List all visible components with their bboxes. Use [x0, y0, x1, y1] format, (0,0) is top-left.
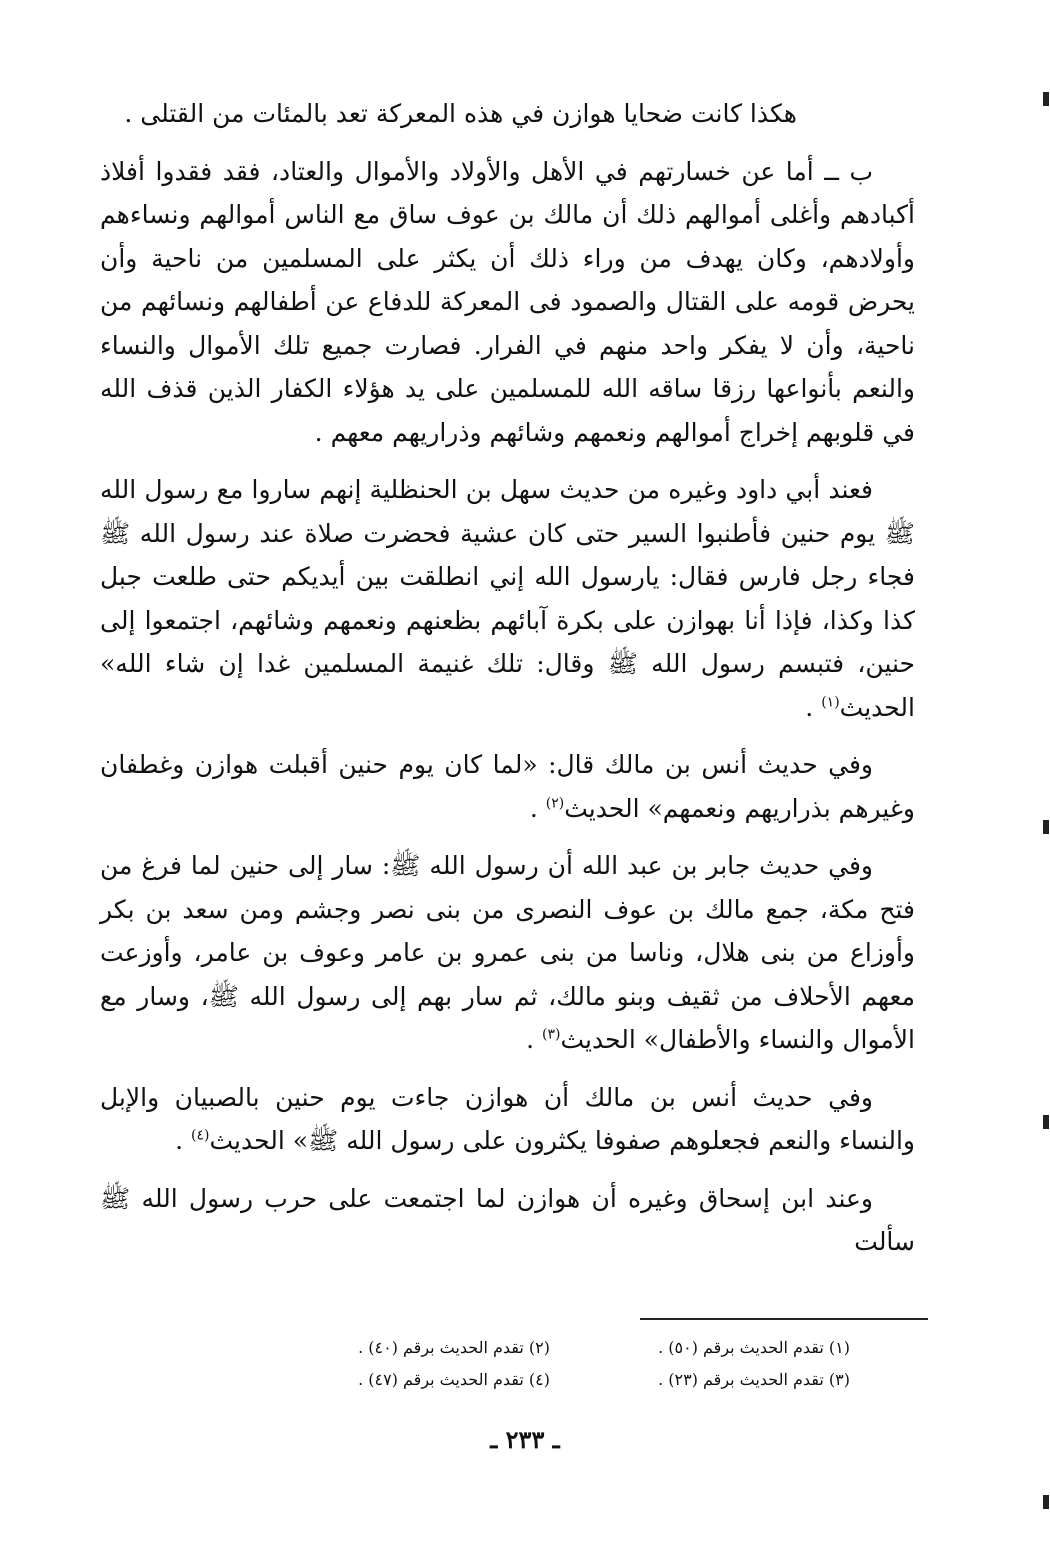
- footnote-divider: [640, 1318, 928, 1320]
- scan-edge-mark: [1043, 1495, 1049, 1509]
- paragraph-4: [100, 743, 915, 830]
- paragraph-3-end: .: [805, 692, 822, 722]
- paragraph-5-text: وفي حديث جابر بن عبد الله أن رسول الله ﷺ: سار إلى حنين لما فرغ من فتح مكة، جمع مالك بن عوف النصرى من بنى نصر وجشم ومن سعد بن بكر وأوزاع من بنى هلال، وناسا من بنى عمرو بن عامر وعوف بن عامر، وأوزعت معهم الأحلاف من ثقيف وبنو مالك، ثم سار بهم إلى رسول الله ﷺ، وسار مع الأموال والنساء والأطفال» الحديث: [100, 851, 915, 1054]
- paragraph-1: هكذا كانت ضحايا هوازن في هذه المعركة تعد بالمئات من القتلى .: [124, 99, 797, 128]
- footnote-4: (٤) تقدم الحديث برقم (٤٧) .: [358, 1370, 550, 1389]
- paragraph-5: [100, 844, 915, 1062]
- paragraph-6-text: وفي حديث أنس بن مالك أن هوازن جاءت يوم حنين بالصبيان والإبل والنساء والنعم فجعلوهم صفوفا يكثرون على رسول الله ﷺ» الحديث: [100, 1082, 915, 1155]
- paragraph-3-text: فعند أبي داود وغيره من حديث سهل بن الحنظلية إنهم ساروا مع رسول الله ﷺ يوم حنين فأطنبوا السير حتى كان عشية فحضرت صلاة عند رسول الله ﷺ فجاء رجل فارس فقال: يارسول الله إني انطلقت بين أيديكم حتى طلعت جبل كذا وكذا، فإذا أنا بهوازن على بكرة آبائهم بظعنهم ونعمهم وشائهم، اجتمعوا إلى حنين، فتبسم رسول الله ﷺ وقال: تلك غنيمة المسلمين غدا إن شاء الله» الحديث: [100, 475, 915, 722]
- paragraph-6: [100, 1076, 915, 1163]
- paragraph-6-end: .: [175, 1126, 192, 1155]
- main-text: [100, 92, 915, 1278]
- footnote-1: (١) تقدم الحديث برقم (٥٠) .: [658, 1338, 850, 1357]
- footnote-ref-4[interactable]: (٤): [191, 1127, 210, 1144]
- footnote-ref-3[interactable]: (٣): [541, 1026, 561, 1043]
- paragraph-4-end: .: [529, 793, 546, 823]
- paragraph-3: [100, 468, 915, 729]
- footnote-ref-2[interactable]: (٢): [545, 795, 565, 812]
- scan-edge-mark: [1043, 820, 1049, 834]
- footnotes: [250, 1332, 850, 1396]
- footnote-3: (٣) تقدم الحديث برقم (٢٣) .: [658, 1370, 850, 1389]
- paragraph-2: ب ــ أما عن خسارتهم في الأهل والأولاد والأموال والعتاد، فقد فقدوا أفلاذ أكبادهم وأغلى أموالهم ذلك أن مالك بن عوف ساق مع الناس أموالهم ونساءهم وأولادهم، وكان يهدف من وراء ذلك أن يكثر على المسلمين من ناحية وأن يحرض قومه على القتال والصمود فى المعركة للدفاع عن أطفالهم ونسائهم من ناحية، وأن لا يفكر واحد منهم في الفرار. فصارت جميع تلك الأموال والنساء والنعم بأنواعها رزقا ساقه الله للمسلمين على يد هؤلاء الكفار الذين قذف الله في قلوبهم إخراج أموالهم ونعمهم وشائهم وذراريهم معهم .: [100, 156, 915, 447]
- footnote-ref-1[interactable]: (١): [821, 694, 840, 711]
- scan-edge-mark: [1043, 1115, 1049, 1129]
- footnote-2: (٢) تقدم الحديث برقم (٤٠) .: [358, 1338, 550, 1357]
- paragraph-5-end: .: [526, 1025, 542, 1054]
- scan-edge-mark: [1043, 92, 1049, 106]
- paragraph-4-text: وفي حديث أنس بن مالك قال: «لما كان يوم حنين أقبلت هوازن وغطفان وغيرهم بذراريهم ونعمهم» الحديث: [100, 750, 915, 823]
- page-number: ـ ٢٣٣ ـ: [490, 1425, 560, 1454]
- paragraph-7: وعند ابن إسحاق وغيره أن هوازن لما اجتمعت على حرب رسول الله ﷺ سألت: [100, 1183, 915, 1256]
